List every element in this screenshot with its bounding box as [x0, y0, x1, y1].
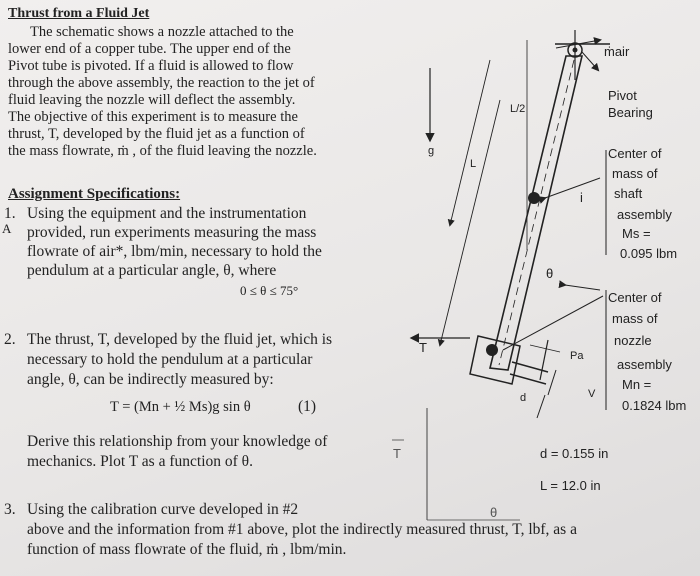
shaft-label: assembly — [617, 207, 672, 222]
nozzle-mass-value: 0.1824 lbm — [622, 398, 687, 413]
item1-line: provided, run experiments measuring the mass — [27, 224, 317, 241]
item1-line: pendulum at a particular angle, θ, where — [27, 262, 277, 279]
item2-line: mechanics. Plot T as a function of θ. — [27, 453, 253, 470]
item3-line: function of mass flowrate of the fluid, ṁ , lbm/min. — [27, 541, 347, 558]
shaft-mass-symbol: Ms = — [622, 226, 651, 241]
length-value: L = 12.0 in — [540, 478, 601, 493]
diameter-value: d = 0.155 in — [540, 446, 609, 461]
handwritten-theta: θ — [490, 505, 498, 520]
diameter-mark — [537, 395, 545, 418]
intro-line: the mass flowrate, ṁ , of the fluid leaving the nozzle. — [8, 143, 317, 159]
angle-range: 0 ≤ θ ≤ 75° — [240, 283, 299, 298]
theta-label: θ — [546, 266, 554, 281]
intro-line: The objective of this experiment is to measure the — [8, 109, 298, 125]
item3-line: Using the calibration curve developed in #2 — [27, 501, 299, 518]
item-number: 3. — [4, 501, 16, 518]
page-title: Thrust from a Fluid Jet — [8, 6, 150, 21]
intro-line: fluid leaving the nozzle will deflect the assembly. — [8, 92, 296, 108]
gravity-label: g — [428, 145, 435, 157]
i-label: i — [580, 190, 583, 205]
nozzle-mass-symbol: Mn = — [622, 377, 652, 392]
intro-line: Pivot tube is pivoted. If a fluid is allowed to flow — [8, 58, 294, 74]
equation-number: (1) — [298, 398, 317, 415]
assignment-heading: Assignment Specifications: — [8, 186, 181, 202]
nozzle-block — [470, 336, 520, 384]
nozzle-label: Center of — [608, 290, 662, 305]
item1-line: flowrate of air*, lbm/min, necessary to hold the — [27, 243, 322, 260]
half-length-dimension — [450, 60, 490, 225]
pressure-tap — [540, 340, 548, 380]
pressure-label: Pa — [570, 350, 584, 362]
handwritten-t: T — [393, 446, 401, 461]
length-dimension — [440, 100, 500, 345]
mass-flow-air-label: ṁair — [604, 44, 630, 59]
nozzle-label: nozzle — [614, 333, 652, 348]
diameter-label: d — [520, 392, 527, 404]
item3-line: above and the information from #1 above, plot the indirectly measured thrust, T, lbf, as a — [27, 521, 577, 538]
item2-line: The thrust, T, developed by the fluid jet, which is — [27, 331, 333, 348]
item-number: 2. — [4, 331, 16, 348]
nozzle-leader — [503, 296, 603, 350]
half-length-label: L/2 — [510, 103, 526, 115]
shaft-label: Center of — [608, 146, 662, 161]
item2-line: necessary to hold the pendulum at a particular — [27, 351, 313, 368]
item2-line: Derive this relationship from your knowledge of — [27, 433, 328, 450]
shaft-label: shaft — [614, 186, 643, 201]
pivot-pointer — [582, 52, 598, 70]
intro-line: The schematic shows a nozzle attached to the — [30, 24, 294, 40]
length-label: L — [470, 158, 477, 170]
pivot-label: Pivot — [608, 88, 637, 103]
intro-line: lower end of a copper tube. The upper end of the — [8, 41, 291, 57]
shaft-mass-center — [528, 192, 540, 204]
item1-line: Using the equipment and the instrumentation — [27, 205, 307, 222]
shaft-mass-value: 0.095 lbm — [620, 246, 678, 261]
shaft-label: mass of — [612, 166, 658, 181]
thrust-equation: T = (Mn + ½ Ms)g sin θ — [110, 399, 251, 415]
nozzle-label: mass of — [612, 311, 658, 326]
intro-line: thrust, T, developed by the fluid jet as a function of — [8, 126, 305, 142]
item-number: 1. — [4, 205, 16, 222]
intro-line: through the above assembly, the reaction to the jet of — [8, 75, 315, 91]
velocity-label: V — [588, 388, 596, 400]
pivot-label: Bearing — [608, 105, 653, 120]
nozzle-mass-center — [486, 344, 498, 356]
item2-line: angle, θ, can be indirectly measured by: — [27, 371, 274, 388]
theta-arrow — [565, 285, 600, 290]
nozzle-label: assembly — [617, 357, 672, 372]
thrust-label: T — [419, 340, 427, 355]
handwritten-mark: A — [2, 221, 12, 236]
